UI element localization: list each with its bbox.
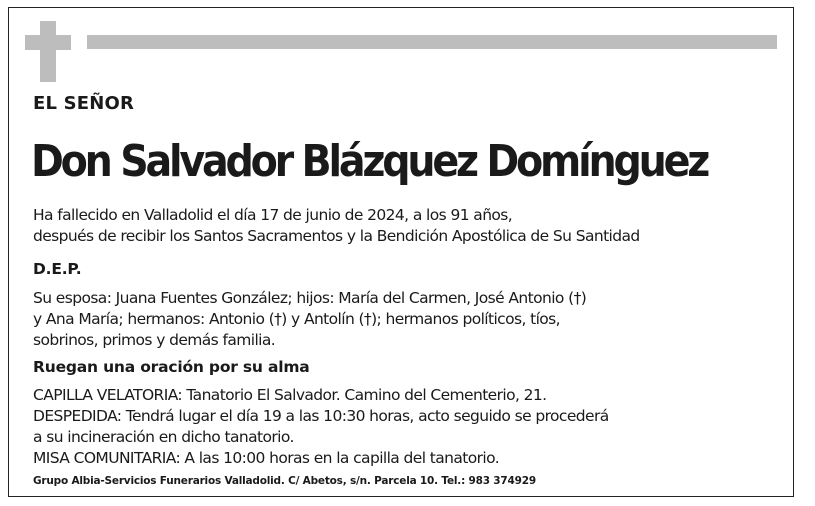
header-bar (87, 35, 777, 49)
honorific: EL SEÑOR (33, 93, 135, 114)
family-line-3: sobrinos, primos y demás familia. (33, 331, 276, 349)
death-announcement-line-2: después de recibir los Santos Sacramentos y la Bendición Apostólica de Su Santidad (33, 227, 640, 245)
funeral-home-footer: Grupo Albia-Servicios Funerarios Valladolid. C/ Abetos, s/n. Parcela 10. Tel.: 983 374929 (33, 475, 536, 487)
rip-label: D.E.P. (33, 260, 82, 278)
family-line-2: y Ana María; hermanos: Antonio (†) y Antolín (†); hermanos políticos, tíos, (33, 310, 560, 328)
deceased-name: Don Salvador Blázquez Domínguez (31, 136, 708, 187)
death-announcement-line-1: Ha fallecido en Valladolid el día 17 de junio de 2024, a los 91 años, (33, 206, 513, 224)
prayer-request: Ruegan una oración por su alma (33, 358, 310, 376)
cross-icon (25, 21, 71, 82)
farewell-line-2: a su incineración en dicho tanatorio. (33, 428, 294, 446)
chapel-info: CAPILLA VELATORIA: Tanatorio El Salvador. Camino del Cementerio, 21. (33, 386, 547, 404)
farewell-line-1: DESPEDIDA: Tendrá lugar el día 19 a las 10:30 horas, acto seguido se procederá (33, 407, 609, 425)
family-line-1: Su esposa: Juana Fuentes González; hijos: María del Carmen, José Antonio (†) (33, 289, 587, 307)
mass-info: MISA COMUNITARIA: A las 10:00 horas en la capilla del tanatorio. (33, 449, 500, 467)
